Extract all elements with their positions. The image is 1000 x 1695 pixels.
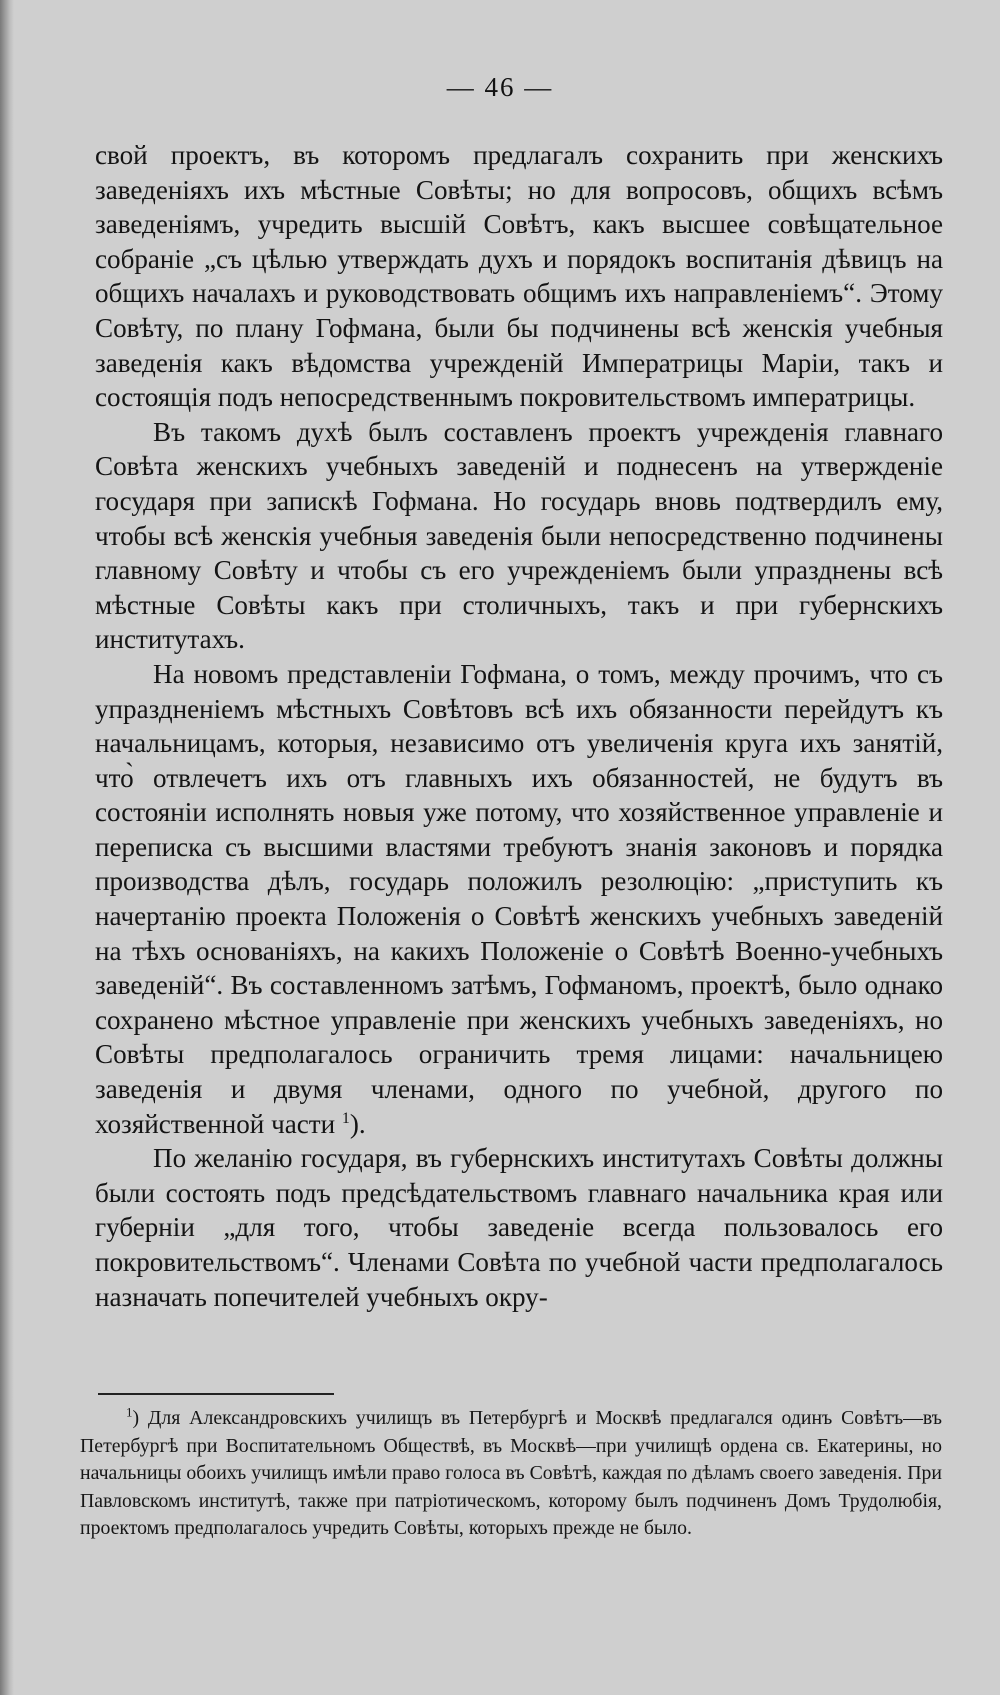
footnotes [80, 1405, 942, 1543]
footnote-1-text: ) Для Александровскихъ училищъ въ Петербургѣ и Москвѣ предлагался одинъ Совѣтъ—въ Петербургѣ при Воспитательномъ Обществѣ, въ Москвѣ—при училищѣ ордена св. Екатерины, но начальницы обоихъ училищъ имѣли право голоса въ Совѣтѣ, каждая по дѣламъ своего заведенія. При Павловскомъ институтѣ, также при патріотическомъ, которому былъ подчиненъ Домъ Трудолюбія, проектомъ предполагалось учредить Совѣты, которыхъ прежде не было. [80, 1407, 942, 1540]
scan-edge-shadow [0, 0, 14, 1695]
main-text [95, 138, 943, 1314]
footnote-mark: 1 [126, 1404, 133, 1420]
paragraph-1: свой проектъ, въ которомъ предлагалъ сохранить при женскихъ заведеніяхъ ихъ мѣстные Совѣты; но для вопросовъ, общихъ всѣмъ заведеніямъ, учредить высшій Совѣтъ, какъ высшее совѣщательное собраніе „съ цѣлью утверждать духъ и порядокъ воспитанія дѣвицъ на общихъ началахъ и руководствовать общимъ ихъ направленіемъ“. Этому Совѣту, по плану Гофмана, были бы подчинены всѣ женскія учебныя заведенія какъ вѣдомства учрежденій Императрицы Маріи, такъ и состоящія подъ непосредственнымъ покровительствомъ императрицы. [95, 140, 943, 413]
footnote-reference: 1 [341, 1109, 350, 1127]
paragraph-3 [95, 657, 943, 1141]
paragraph-3-text: На новомъ представленіи Гофмана, о томъ, между прочимъ, что съ упраздненіемъ мѣстныхъ Совѣтовъ всѣ ихъ обязанности перейдутъ къ начальницамъ, которыя, независимо отъ увеличенія круга ихъ занятій, что̀ отвлечетъ ихъ отъ главныхъ ихъ обязанностей, не будутъ въ состояніи исполнять новыя уже потому, что хозяйственное управленіе и переписка съ высшими властями требуютъ знанія законовъ и порядка производства дѣлъ, государь положилъ резолюцію: „приступить къ начертанію проекта Положенія о Совѣтѣ женскихъ учебныхъ заведеній на тѣхъ основаніяхъ, на какихъ Положеніе о Совѣтѣ Военно-учебныхъ заведеній“. Въ составленномъ затѣмъ, Гофманомъ, проектѣ, было однако сохранено мѣстное управленіе при женскихъ учебныхъ заведеніяхъ, но Совѣты предполагалось ограничить тремя лицами: начальницею заведенія и двумя членами, одного по учебной, другого по хозяйственной части [95, 658, 943, 1139]
paragraph-4: По желанію государя, въ губернскихъ институтахъ Совѣты должны были состоять подъ предсѣдательствомъ главнаго начальника края или губерніи „для того, чтобы заведеніе всегда пользовалось его покровительствомъ“. Членами Совѣта по учебной части предполагалось назначать попечителей учебныхъ окру- [95, 1143, 943, 1312]
footnote-1 [80, 1405, 942, 1543]
footnote-divider [98, 1393, 334, 1395]
paragraph-3-end: ). [349, 1108, 366, 1139]
paragraph-2: Въ такомъ духѣ былъ составленъ проектъ учрежденія главнаго Совѣта женскихъ учебныхъ заведеній и поднесенъ на утвержденіе государя при запискѣ Гофмана. Но государь вновь подтвердилъ ему, чтобы всѣ женскія учебныя заведенія были непосредственно подчинены главному Совѣту и чтобы съ его учрежденіемъ были упразднены всѣ мѣстные Совѣты какъ при столичныхъ, такъ и при губернскихъ институтахъ. [95, 416, 943, 655]
page-number: — 46 — [446, 72, 554, 102]
